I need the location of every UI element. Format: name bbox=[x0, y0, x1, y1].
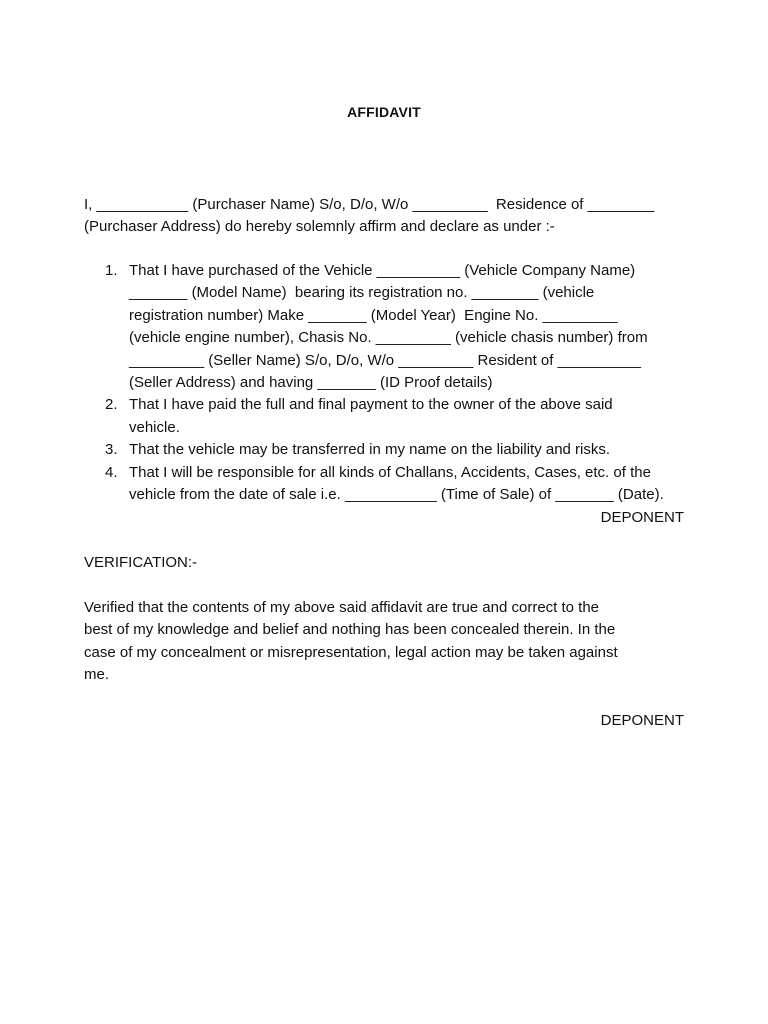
clause-number: 1. bbox=[105, 262, 118, 279]
clause-line: (vehicle engine number), Chasis No. _________ (vehicle chasis number) from bbox=[129, 329, 648, 347]
clause-line: vehicle from the date of sale i.e. ___________ (Time of Sale) of _______ (Date). bbox=[129, 486, 664, 504]
clause-number: 4. bbox=[105, 463, 118, 481]
intro-paragraph bbox=[84, 194, 689, 239]
clause-number: 2. bbox=[105, 396, 118, 414]
clause-line: vehicle. bbox=[129, 418, 180, 436]
verification-heading: VERIFICATION:- bbox=[84, 554, 198, 571]
clause-line: registration number) Make _______ (Model Year) Engine No. _________ bbox=[129, 306, 618, 324]
deponent-signature-label: DEPONENT bbox=[600, 509, 684, 526]
clause-2 bbox=[84, 394, 688, 439]
clause-number: 3. bbox=[105, 441, 118, 459]
clause-line: (Seller Address) and having _______ (ID Proof details) bbox=[129, 374, 493, 392]
clause-line: _________ (Seller Name) S/o, D/o, W/o _________ Resident of __________ bbox=[129, 351, 642, 369]
clause-line: That I have purchased of the Vehicle __________ (Vehicle Company Name) bbox=[129, 262, 636, 279]
verification-line: case of my concealment or misrepresentation, legal action may be taken against bbox=[84, 643, 618, 661]
document-title: AFFIDAVIT bbox=[347, 104, 421, 120]
verification-line: me. bbox=[84, 666, 110, 684]
intro-line: (Purchaser Address) do hereby solemnly affirm and declare as under :- bbox=[84, 218, 555, 236]
intro-line: I, ___________ (Purchaser Name) S/o, D/o, W/o _________ Residence of ________ bbox=[84, 196, 655, 213]
clause-line: That I have paid the full and final payment to the owner of the above said bbox=[129, 396, 613, 414]
verification-paragraph bbox=[84, 597, 689, 687]
clause-line: _______ (Model Name) bearing its registration no. ________ (vehicle bbox=[129, 284, 595, 302]
clause-line: That the vehicle may be transferred in my name on the liability and risks. bbox=[129, 441, 611, 459]
verification-line: Verified that the contents of my above said affidavit are true and correct to the bbox=[84, 599, 600, 616]
clause-list bbox=[84, 260, 688, 506]
clause-3 bbox=[84, 439, 688, 461]
clause-4 bbox=[84, 462, 688, 507]
verification-line: best of my knowledge and belief and nothing has been concealed therein. In the bbox=[84, 621, 616, 639]
deponent-signature-label: DEPONENT bbox=[600, 712, 684, 729]
clause-line: That I will be responsible for all kinds of Challans, Accidents, Cases, etc. of the bbox=[129, 463, 651, 481]
clause-1 bbox=[84, 260, 688, 394]
